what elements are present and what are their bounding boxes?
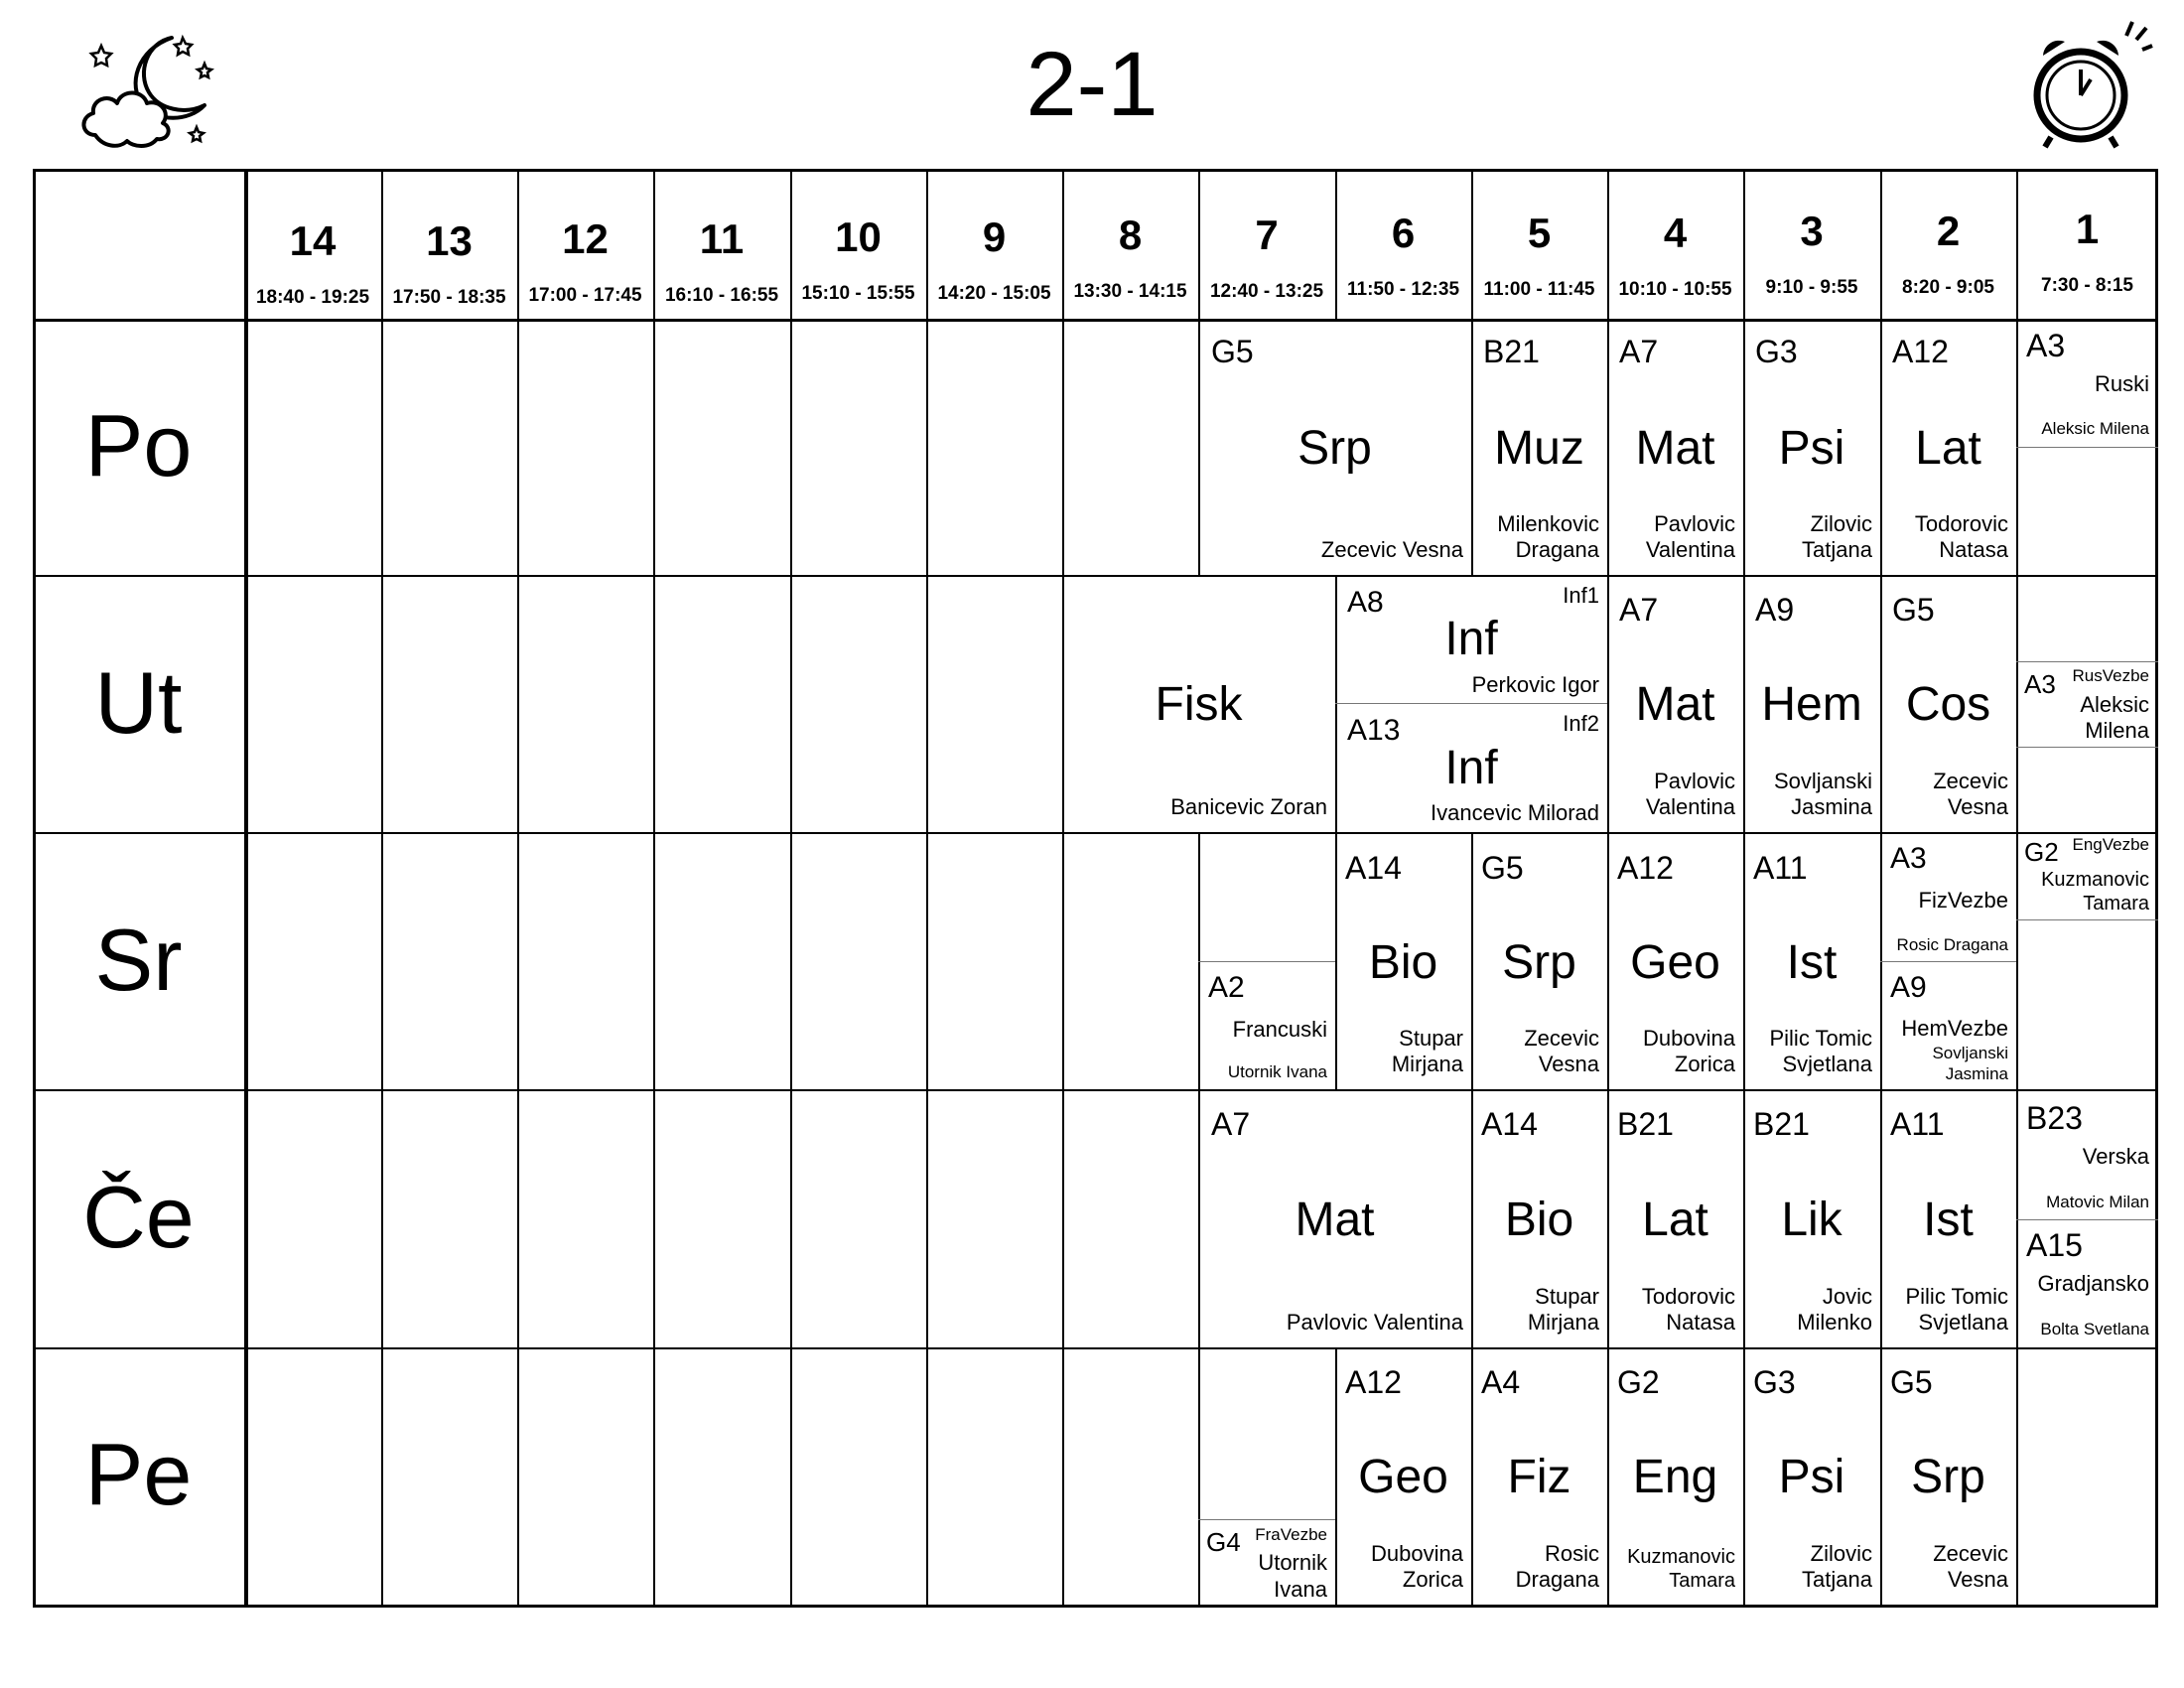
teacher-label: Pavlovic (1654, 511, 1735, 536)
teacher-label: Tamara (1669, 1570, 1735, 1592)
group-label: Inf1 (1563, 583, 1599, 608)
teacher-label: Jovic (1822, 1284, 1872, 1309)
period-time: 17:00 - 17:45 (528, 285, 642, 306)
teacher-label: Rosic Dragana (1896, 935, 2008, 954)
cell-divider (1062, 1347, 1064, 1608)
teacher-label: Natasa (1939, 537, 2008, 562)
room-label: G2 (2024, 837, 2059, 867)
page-title: 2-1 (1025, 34, 1159, 135)
teacher-label: Dubovina (1371, 1541, 1463, 1566)
room-label: A4 (1481, 1364, 1521, 1400)
subject-label: Bio (1368, 936, 1438, 989)
cell-divider (926, 575, 928, 832)
subject-label: Francuski (1232, 1017, 1327, 1042)
row-divider (33, 1089, 2158, 1091)
room-label: A12 (1892, 334, 1949, 369)
subject-label: HemVezbe (1901, 1016, 2008, 1041)
teacher-label: Vesna (1947, 1567, 2008, 1592)
teacher-label: Vesna (1947, 794, 2008, 819)
teacher-label: Aleksic (2080, 692, 2149, 717)
cell-divider (381, 832, 383, 1089)
room-label: A14 (1345, 850, 1402, 886)
room-label: G5 (1892, 592, 1935, 628)
cell-divider (653, 832, 655, 1089)
half-cell-divider (1198, 961, 1335, 962)
teacher-label: Pilic Tomic (1769, 1026, 1872, 1051)
half-cell-divider (2016, 447, 2158, 448)
teacher-label: Zorica (1674, 1052, 1735, 1076)
cell-divider (926, 319, 928, 575)
teacher-label: Milenkovic (1497, 511, 1599, 536)
room-label: A7 (1211, 1106, 1251, 1142)
teacher-label: Vesna (1538, 1052, 1599, 1076)
subject-label: Mat (1635, 422, 1715, 475)
cell-divider (381, 575, 383, 832)
subject-label: Lat (1642, 1194, 1708, 1246)
cell-divider (653, 319, 655, 575)
subject-label: Srp (1502, 936, 1576, 989)
period-number: 2 (1936, 208, 1961, 254)
room-label: B21 (1617, 1106, 1674, 1142)
day-column-divider (244, 169, 248, 1608)
teacher-label: Tatjana (1802, 1567, 1872, 1592)
teacher-label: Perkovic Igor (1471, 672, 1599, 697)
cell-divider (2016, 1347, 2018, 1608)
teacher-label: Jasmina (1791, 794, 1872, 819)
half-cell-divider (2016, 661, 2158, 662)
period-number: 11 (699, 215, 745, 262)
teacher-label: Kuzmanovic (2041, 869, 2149, 891)
teacher-label: Milenko (1797, 1310, 1872, 1335)
period-number: 14 (289, 217, 337, 264)
half-cell-divider (1880, 961, 2016, 962)
cell-divider (790, 1347, 792, 1608)
teacher-label: Bolta Svetlana (2040, 1320, 2149, 1338)
cell-divider (1062, 319, 1064, 575)
room-label: A11 (1890, 1106, 1945, 1142)
period-number: 10 (835, 213, 882, 260)
table-frame (33, 169, 2158, 1608)
teacher-label: Utornik Ivana (1227, 1062, 1327, 1081)
period-time: 7:30 - 8:15 (2041, 275, 2133, 296)
subject-label: Mat (1635, 678, 1715, 731)
period-number: 13 (426, 217, 473, 264)
room-label: A12 (1345, 1364, 1402, 1400)
cell-divider (1062, 1089, 1064, 1347)
room-label: A11 (1753, 850, 1808, 886)
cell-divider (381, 1347, 383, 1608)
teacher-label: Mirjana (1391, 1052, 1463, 1076)
subject-label: Inf (1444, 613, 1498, 665)
period-number: 3 (1800, 208, 1824, 254)
period-time: 16:10 - 16:55 (664, 285, 779, 306)
cell-divider (1062, 832, 1064, 1089)
cell-divider (790, 575, 792, 832)
cell-divider (517, 1089, 519, 1347)
room-label: G2 (1617, 1364, 1660, 1400)
day-label: Če (82, 1168, 195, 1266)
cell-divider (926, 1347, 928, 1608)
teacher-label: Pavlovic Valentina (1286, 1310, 1463, 1335)
cell-divider (653, 575, 655, 832)
subject-label: Fiz (1507, 1451, 1571, 1503)
teacher-label: Jasmina (1945, 1064, 2008, 1083)
half-cell-divider (1335, 703, 1607, 704)
cell-divider (381, 1089, 383, 1347)
teacher-label: Zorica (1402, 1567, 1463, 1592)
row-divider (33, 832, 2158, 834)
period-number: 1 (2075, 206, 2100, 252)
teacher-label: Tamara (2083, 893, 2149, 914)
subject-label: Psi (1778, 422, 1845, 475)
room-label: A3 (2024, 669, 2056, 699)
row-divider (33, 1347, 2158, 1349)
room-label: G5 (1211, 334, 1254, 369)
cell-divider (517, 319, 519, 575)
timetable-grid (33, 169, 2158, 1608)
day-label: Ut (94, 653, 183, 752)
subject-label: Hem (1761, 678, 1862, 731)
period-time: 8:20 - 9:05 (1902, 277, 1994, 298)
subject-label: Fisk (1155, 678, 1243, 731)
group-label: EngVezbe (2072, 835, 2149, 854)
teacher-label: Ivana (1274, 1577, 1327, 1602)
room-label: A15 (2026, 1227, 2083, 1263)
half-cell-divider (1198, 1519, 1335, 1520)
teacher-label: Svjetlana (1918, 1310, 2008, 1335)
subject-label: Cos (1905, 678, 1991, 731)
room-label: G5 (1890, 1364, 1933, 1400)
period-time: 9:10 - 9:55 (1765, 277, 1858, 298)
row-divider (33, 575, 2158, 577)
teacher-label: Stupar (1399, 1026, 1463, 1051)
subject-label: Bio (1504, 1194, 1574, 1246)
teacher-label: Zecevic (1933, 1541, 2008, 1566)
half-cell-divider (2016, 919, 2158, 920)
teacher-label: Zecevic (1933, 769, 2008, 793)
period-time: 14:20 - 15:05 (937, 283, 1051, 304)
subject-label: FizVezbe (1918, 888, 2008, 913)
cell-divider (653, 1347, 655, 1608)
room-label: A2 (1208, 971, 1245, 1004)
teacher-label: Matovic Milan (2046, 1193, 2149, 1211)
cell-divider (790, 832, 792, 1089)
room-label: A7 (1619, 334, 1659, 369)
day-label: Sr (94, 911, 183, 1009)
period-number: 8 (1118, 211, 1143, 258)
teacher-label: Zecevic Vesna (1320, 537, 1463, 562)
teacher-label: Sovljanski (1773, 769, 1872, 793)
teacher-label: Zecevic (1524, 1026, 1599, 1051)
day-label: Po (84, 396, 193, 494)
alarm-clock-icon (2015, 16, 2154, 155)
subject-label: Geo (1358, 1451, 1448, 1503)
period-time: 10:10 - 10:55 (1618, 279, 1732, 300)
subject-label: Mat (1295, 1194, 1375, 1246)
period-number: 4 (1663, 210, 1688, 256)
period-time: 13:30 - 14:15 (1073, 281, 1187, 302)
moon-clouds-icon (77, 28, 226, 155)
room-label: A8 (1347, 586, 1384, 619)
period-time: 12:40 - 13:25 (1209, 281, 1324, 302)
teacher-label: Pavlovic (1654, 769, 1735, 793)
period-time: 17:50 - 18:35 (392, 287, 506, 308)
cell-divider (790, 319, 792, 575)
room-label: B21 (1483, 334, 1540, 369)
group-label: RusVezbe (2072, 666, 2149, 685)
subject-label: Psi (1778, 1451, 1845, 1503)
room-label: A13 (1347, 714, 1401, 747)
period-number: 6 (1391, 210, 1416, 256)
teacher-label: Banicevic Zoran (1170, 794, 1327, 819)
teacher-label: Pilic Tomic (1905, 1284, 2008, 1309)
period-number: 5 (1527, 210, 1552, 256)
subject-label: Srp (1911, 1451, 1985, 1503)
room-label: G5 (1481, 850, 1524, 886)
teacher-label: Aleksic Milena (2041, 419, 2149, 438)
room-label: A12 (1617, 850, 1674, 886)
subject-label: Lat (1915, 422, 1981, 475)
cell-divider (926, 832, 928, 1089)
teacher-label: Dragana (1515, 537, 1599, 562)
teacher-label: Milena (2085, 718, 2149, 743)
room-label: G3 (1755, 334, 1798, 369)
subject-label: Muz (1494, 422, 1584, 475)
period-time: 11:50 - 12:35 (1346, 279, 1460, 300)
teacher-label: Svjetlana (1782, 1052, 1872, 1076)
cell-divider (517, 575, 519, 832)
cell-divider (517, 1347, 519, 1608)
room-label: B23 (2026, 1100, 2083, 1136)
period-time: 15:10 - 15:55 (801, 283, 915, 304)
teacher-label: Dubovina (1643, 1026, 1735, 1051)
teacher-label: Zilovic (1810, 511, 1872, 536)
group-label: FraVezbe (1255, 1525, 1327, 1544)
teacher-label: Kuzmanovic (1627, 1546, 1735, 1568)
cell-divider (2016, 1089, 2018, 1347)
period-time: 11:00 - 11:45 (1483, 279, 1595, 300)
teacher-label: Mirjana (1527, 1310, 1599, 1335)
teacher-label: Todorovic (1914, 511, 2008, 536)
room-label: B21 (1753, 1106, 1810, 1142)
teacher-label: Utornik (1258, 1550, 1327, 1575)
teacher-label: Dragana (1515, 1567, 1599, 1592)
period-number: 12 (562, 215, 609, 262)
teacher-label: Stupar (1535, 1284, 1599, 1309)
cell-divider (653, 1089, 655, 1347)
half-cell-divider (2016, 1219, 2158, 1220)
group-label: Inf2 (1563, 711, 1599, 736)
subject-label: Inf (1444, 742, 1498, 794)
room-label: G3 (1753, 1364, 1796, 1400)
teacher-label: Todorovic (1641, 1284, 1735, 1309)
subject-label: Geo (1630, 936, 1720, 989)
teacher-label: Sovljanski (1932, 1044, 2008, 1062)
header-row-divider (33, 319, 2158, 322)
room-label: A14 (1481, 1106, 1538, 1142)
subject-label: Lik (1781, 1194, 1843, 1246)
day-label: Pe (84, 1425, 193, 1523)
room-label: A7 (1619, 592, 1659, 628)
room-label: A3 (1890, 842, 1927, 875)
cell-divider (381, 319, 383, 575)
half-cell-divider (2016, 747, 2158, 748)
teacher-label: Natasa (1666, 1310, 1735, 1335)
cell-divider (790, 1089, 792, 1347)
period-number: 7 (1255, 211, 1279, 258)
room-label: A3 (2026, 328, 2066, 363)
teacher-label: Zilovic (1810, 1541, 1872, 1566)
cell-divider (517, 832, 519, 1089)
subject-label: Eng (1632, 1451, 1718, 1503)
teacher-label: Tatjana (1802, 537, 1872, 562)
room-label: A9 (1890, 971, 1927, 1004)
subject-label: Verska (2082, 1144, 2149, 1169)
teacher-label: Valentina (1645, 537, 1735, 562)
teacher-label: Ivancevic Milorad (1431, 800, 1599, 825)
subject-label: Ruski (2094, 371, 2149, 396)
period-time: 18:40 - 19:25 (255, 287, 370, 308)
period-number: 9 (982, 213, 1007, 260)
subject-label: Gradjansko (2037, 1271, 2149, 1296)
room-label: G4 (1206, 1527, 1241, 1557)
teacher-label: Rosic (1544, 1541, 1599, 1566)
room-label: A9 (1755, 592, 1795, 628)
subject-label: Ist (1786, 936, 1838, 989)
cell-divider (926, 1089, 928, 1347)
teacher-label: Valentina (1645, 794, 1735, 819)
subject-label: Ist (1923, 1194, 1974, 1246)
subject-label: Srp (1297, 422, 1372, 475)
